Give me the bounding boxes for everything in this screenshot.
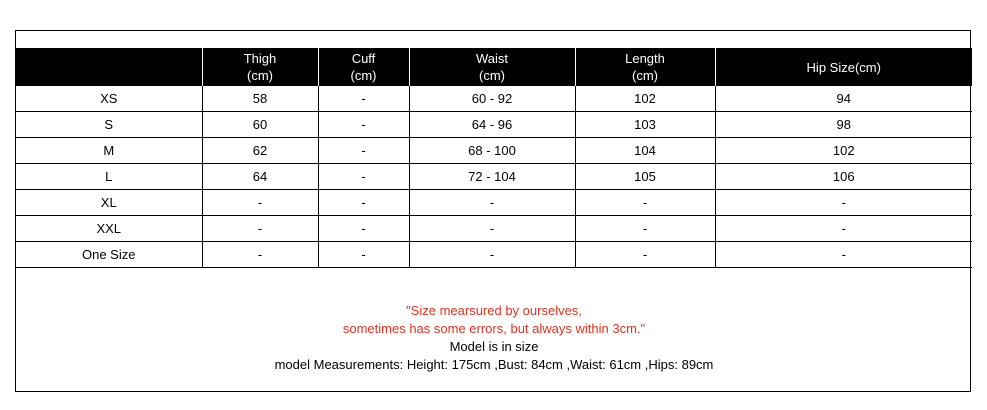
header-cuff	[318, 48, 409, 86]
disclaimer-line-1: "Size mearsured by ourselves,	[406, 303, 582, 318]
thigh-cell: -	[202, 190, 318, 216]
waist-cell: -	[409, 190, 575, 216]
model-size-note: Model is in size	[449, 339, 539, 354]
size-cell: S	[16, 112, 202, 138]
cuff-cell: -	[318, 112, 409, 138]
size-cell: M	[16, 138, 202, 164]
header-hip-size	[715, 48, 972, 86]
size-cell: XXL	[16, 216, 202, 242]
cuff-cell: -	[318, 86, 409, 112]
size-chart-table	[16, 48, 972, 268]
waist-cell: -	[409, 242, 575, 268]
table-row	[16, 138, 972, 164]
size-cell: L	[16, 164, 202, 190]
thigh-cell: 58	[202, 86, 318, 112]
cuff-cell: -	[318, 138, 409, 164]
hip-size-cell: 94	[715, 86, 972, 112]
length-cell: 104	[575, 138, 715, 164]
hip-size-cell: -	[715, 190, 972, 216]
header-thigh-unit: (cm)	[247, 68, 273, 83]
waist-cell: -	[409, 216, 575, 242]
header-size-column	[16, 48, 202, 86]
waist-cell: 72 - 104	[409, 164, 575, 190]
header-hip-size-label: Hip Size(cm)	[806, 59, 881, 75]
waist-cell: 68 - 100	[409, 138, 575, 164]
thigh-cell: 60	[202, 112, 318, 138]
cuff-cell: -	[318, 190, 409, 216]
thigh-cell: -	[202, 216, 318, 242]
thigh-cell: 64	[202, 164, 318, 190]
header-cuff-unit: (cm)	[350, 68, 377, 83]
header-waist	[409, 48, 575, 86]
thigh-cell: 62	[202, 138, 318, 164]
length-cell: -	[575, 216, 715, 242]
hip-size-cell: 98	[715, 112, 972, 138]
header-length	[575, 48, 715, 86]
size-chart-frame	[15, 30, 971, 392]
table-row	[16, 86, 972, 112]
disclaimer-line-2: sometimes has some errors, but always within 3cm."	[342, 321, 646, 336]
hip-size-cell: 102	[715, 138, 972, 164]
size-cell: One Size	[16, 242, 202, 268]
table-row	[16, 190, 972, 216]
table-row	[16, 242, 972, 268]
waist-cell: 64 - 96	[409, 112, 575, 138]
hip-size-cell: 106	[715, 164, 972, 190]
length-cell: -	[575, 190, 715, 216]
header-waist-unit: (cm)	[479, 68, 505, 83]
cuff-cell: -	[318, 242, 409, 268]
size-notes	[16, 302, 972, 374]
model-measurements-note: model Measurements: Height: 175cm ,Bust: 84cm ,Waist: 61cm ,Hips: 89cm	[274, 357, 714, 372]
header-cuff-label: Cuff	[351, 51, 376, 66]
hip-size-cell: -	[715, 242, 972, 268]
length-cell: -	[575, 242, 715, 268]
cuff-cell: -	[318, 216, 409, 242]
waist-cell: 60 - 92	[409, 86, 575, 112]
length-cell: 102	[575, 86, 715, 112]
header-waist-label: Waist	[475, 51, 509, 66]
size-cell: XS	[100, 91, 118, 106]
header-thigh-label: Thigh	[243, 51, 277, 66]
header-thigh	[202, 48, 318, 86]
length-cell: 103	[575, 112, 715, 138]
size-cell: XL	[16, 190, 202, 216]
table-header-row	[16, 48, 972, 86]
hip-size-cell: -	[715, 216, 972, 242]
thigh-cell: -	[202, 242, 318, 268]
length-cell: 105	[575, 164, 715, 190]
table-row	[16, 164, 972, 190]
cuff-cell: -	[318, 164, 409, 190]
table-row	[16, 216, 972, 242]
header-length-label: Length	[625, 51, 665, 66]
header-length-unit: (cm)	[632, 68, 658, 83]
table-row	[16, 112, 972, 138]
